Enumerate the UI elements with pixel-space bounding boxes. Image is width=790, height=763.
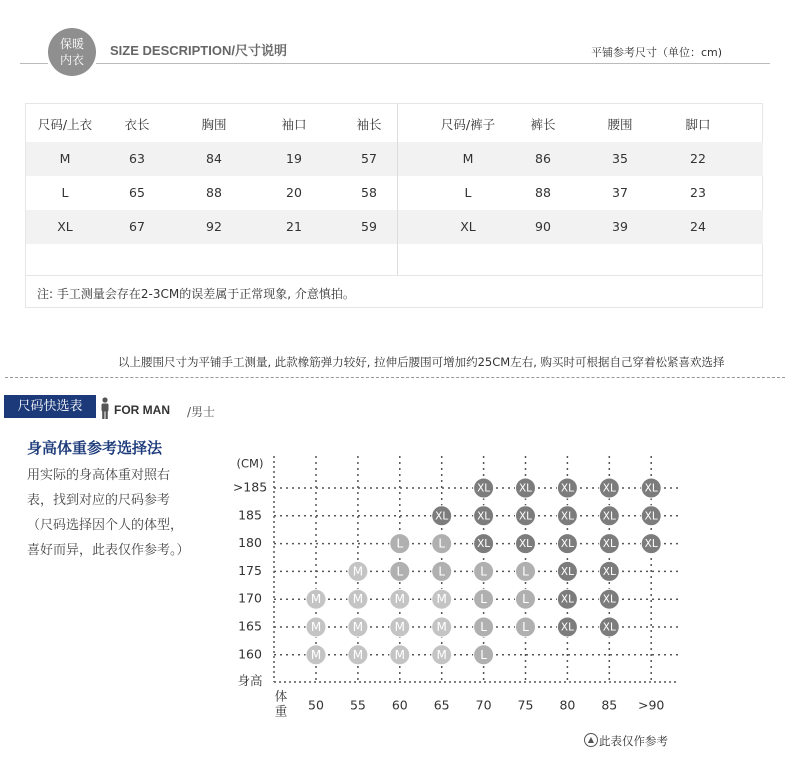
size-marker-label: L — [396, 564, 404, 579]
size-marker-label: M — [352, 647, 364, 662]
x-tick-label: 60 — [391, 697, 408, 713]
y-tick-label: 170 — [238, 590, 262, 606]
table-cell: XL — [460, 219, 476, 234]
size-marker-label: M — [394, 647, 405, 662]
size-marker-label: XL — [602, 538, 616, 551]
column-header: 腰围 — [607, 117, 633, 132]
table-row — [398, 176, 763, 210]
table-cell: 88 — [206, 185, 222, 200]
y-tick-label: >185 — [232, 479, 268, 495]
size-marker-label: XL — [644, 510, 658, 523]
size-marker-label: L — [522, 564, 529, 579]
table-cell: 86 — [535, 151, 551, 166]
waist-note: 以上腰围尺寸为平铺手工测量, 此款橡筋弹力较好, 拉伸后腰围可增加约25CM左右, 购买时可根据自己穿着松紧喜欢选择 — [118, 355, 725, 369]
size-marker-label: XL — [602, 621, 616, 634]
table-cell: 84 — [206, 151, 222, 166]
column-header: 袖长 — [356, 117, 382, 132]
size-marker-label: XL — [602, 565, 616, 578]
size-marker-label: L — [480, 592, 487, 607]
logo-line1: 保暖 — [59, 37, 84, 51]
x-tick-label: 55 — [349, 697, 366, 713]
table-cell: 35 — [612, 151, 628, 166]
table-cell: 21 — [286, 219, 302, 234]
table-cell: 90 — [535, 219, 551, 234]
table-cell: XL — [57, 219, 73, 234]
chart-note: 此表仅作参考 — [599, 734, 668, 748]
size-marker-label: XL — [560, 482, 574, 495]
table-note-separator — [26, 275, 762, 276]
table-cell: 63 — [129, 151, 145, 166]
y-tick-label: 160 — [238, 646, 262, 662]
table-cell: 59 — [361, 219, 377, 234]
y-tick-label: 185 — [238, 507, 262, 523]
table-note: 注: 手工测量会存在2-3CM的误差属于正常现象, 介意慎拍。 — [37, 287, 355, 301]
y-axis-label: 身高 — [237, 673, 263, 689]
column-header: 尺码/上衣 — [37, 117, 93, 132]
up-arrow-icon: ▲ — [584, 733, 598, 747]
table-cell: 92 — [206, 219, 222, 234]
column-header: 袖口 — [281, 117, 307, 132]
table-cell: 37 — [612, 185, 628, 200]
x-tick-label: 80 — [559, 697, 576, 713]
size-marker-label: M — [394, 592, 405, 607]
size-marker-label: L — [480, 620, 487, 634]
for-man-label: FOR MAN — [114, 403, 170, 417]
x-tick-label: 50 — [308, 697, 324, 713]
table-row — [26, 176, 397, 210]
size-marker-label: M — [436, 592, 447, 607]
header-divider-left — [20, 63, 48, 64]
size-marker-label: M — [352, 564, 364, 579]
table-cell: L — [61, 185, 69, 200]
dashed-divider — [5, 377, 785, 378]
section-title: SIZE DESCRIPTION/尺寸说明 — [110, 43, 287, 58]
size-marker-label: L — [480, 647, 487, 662]
table-cell: 22 — [690, 151, 706, 166]
table-row — [398, 142, 763, 176]
x-tick-label: 75 — [517, 697, 534, 713]
table-cell: M — [462, 151, 474, 166]
y-axis-unit: (CM) — [236, 456, 264, 471]
size-marker-label: XL — [435, 510, 449, 523]
size-marker-label: M — [436, 620, 447, 634]
size-marker-label: XL — [560, 593, 574, 606]
y-tick-label: 180 — [238, 535, 262, 551]
pants-header-row — [398, 108, 763, 142]
size-marker-label: XL — [602, 482, 616, 495]
x-tick-label: 65 — [433, 697, 450, 713]
size-marker-label: XL — [560, 538, 574, 551]
unit-note: 平铺参考尺寸（单位：cm) — [591, 46, 723, 59]
size-marker-label: XL — [644, 538, 658, 551]
method-description: 用实际的身高体重对照右表，找到对应的尺码参考（尺码选择因个人的体型，喜好而异，此表仅作参考。） — [27, 468, 190, 558]
table-cell: 57 — [361, 151, 377, 166]
x-tick-label: >90 — [638, 697, 665, 713]
table-cell: L — [464, 185, 472, 200]
size-marker-label: M — [310, 620, 322, 634]
table-cell: 20 — [286, 185, 302, 200]
table-cell: 88 — [535, 185, 551, 200]
size-marker-label: L — [396, 536, 404, 551]
size-marker-label: M — [394, 620, 405, 634]
column-header: 尺码/裤子 — [440, 117, 496, 132]
x-tick-label: 70 — [475, 697, 492, 713]
size-marker-label: XL — [602, 510, 616, 523]
quick-select-badge: 尺码快选表 — [4, 395, 96, 418]
size-marker-label: M — [310, 592, 322, 607]
size-marker-label: L — [438, 564, 446, 579]
column-header: 胸围 — [201, 117, 227, 132]
size-chart — [230, 452, 690, 727]
for-man-sublabel: /男士 — [187, 405, 216, 419]
table-cell: 58 — [361, 185, 377, 200]
size-table — [25, 103, 763, 308]
table-row — [26, 142, 397, 176]
table-row — [26, 210, 397, 244]
size-marker-label: XL — [560, 510, 574, 523]
table-cell: 24 — [690, 219, 706, 234]
size-marker-label: L — [438, 536, 446, 551]
x-axis-label: 体 — [274, 688, 288, 704]
size-marker-label: XL — [644, 482, 658, 495]
size-marker-label: XL — [477, 482, 491, 495]
table-cell: M — [59, 151, 71, 166]
thermal-wear-logo — [48, 28, 96, 76]
size-marker-label: M — [436, 647, 447, 662]
x-tick-label: 85 — [601, 697, 618, 713]
table-cell: 19 — [286, 151, 302, 166]
header-divider-right — [96, 63, 770, 64]
size-marker-label: XL — [602, 593, 616, 606]
size-marker-label: M — [352, 620, 364, 634]
size-marker-label: M — [352, 592, 364, 607]
column-header: 衣长 — [124, 117, 150, 132]
size-marker-label: XL — [518, 538, 533, 551]
size-marker-label: L — [522, 592, 529, 607]
size-marker-label: XL — [477, 510, 491, 523]
size-marker-label: L — [522, 620, 529, 634]
top-header-row — [26, 108, 397, 142]
method-title: 身高体重参考选择法 — [27, 439, 163, 457]
column-header: 脚口 — [685, 117, 711, 132]
column-header: 裤长 — [530, 117, 556, 132]
y-tick-label: 175 — [238, 562, 262, 578]
size-marker-label: L — [480, 564, 487, 579]
man-icon — [99, 397, 111, 419]
y-tick-label: 165 — [238, 618, 262, 634]
size-marker-label: XL — [518, 510, 533, 523]
size-marker-label: XL — [518, 482, 533, 495]
size-marker-label: XL — [560, 565, 574, 578]
logo-line2: 内衣 — [59, 53, 84, 67]
size-marker-label: M — [310, 647, 322, 662]
table-cell: 39 — [612, 219, 628, 234]
size-marker-label: XL — [560, 621, 574, 634]
x-axis-label: 重 — [274, 703, 288, 719]
table-cell: 65 — [129, 185, 145, 200]
size-marker-label: XL — [477, 538, 491, 551]
table-cell: 23 — [690, 185, 706, 200]
table-row — [398, 210, 763, 244]
table-cell: 67 — [129, 219, 145, 234]
